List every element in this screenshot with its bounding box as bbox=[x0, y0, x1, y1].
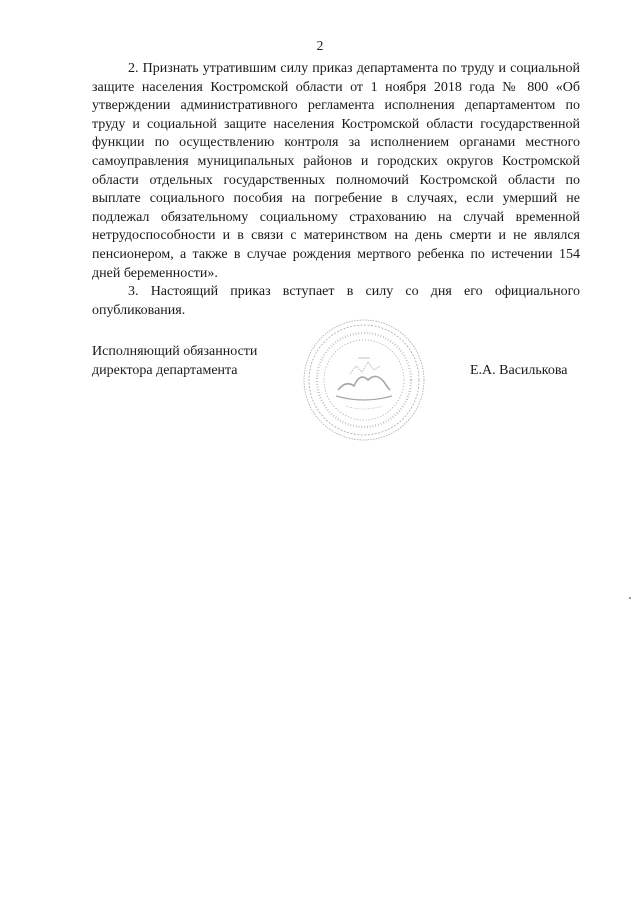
page-number: 2 bbox=[316, 38, 324, 53]
document-body bbox=[92, 60, 580, 320]
signatory-name: Е.А. Василькова bbox=[470, 363, 568, 378]
signatory-title-line2: директора департамента bbox=[92, 362, 238, 378]
official-seal-stamp bbox=[300, 316, 428, 444]
signatory-title-line1: Исполняющий обязанности bbox=[92, 344, 258, 359]
paragraph-2: 2. Признать утратившим силу приказ департамента по труду и социальной защите населения Костромской области от 1 ноября 2018 года № 800 «Об утверждении административного регламента исполнения департаментом по труду и социальной защите населения Костромской области государственной функции по осуществлению контроля за исполнением органами местного самоуправления муниципальных районов и городских округов Костромской области отдельных государственных полномочий Костромской области по выплате социального пособия на погребение в случаях, если умерший не подлежал обязательному социальному страхованию на случай временной нетрудоспособности и в связи с материнством на день смерти и не являлся пенсионером, а также в случае рождения мертвого ребенка по истечении 154 дней беременности». bbox=[92, 61, 580, 281]
paragraph-3: 3. Настоящий приказ вступает в силу со дня его официального опубликования. bbox=[92, 284, 580, 318]
scan-speck bbox=[629, 597, 631, 599]
signatory-title bbox=[92, 343, 257, 380]
